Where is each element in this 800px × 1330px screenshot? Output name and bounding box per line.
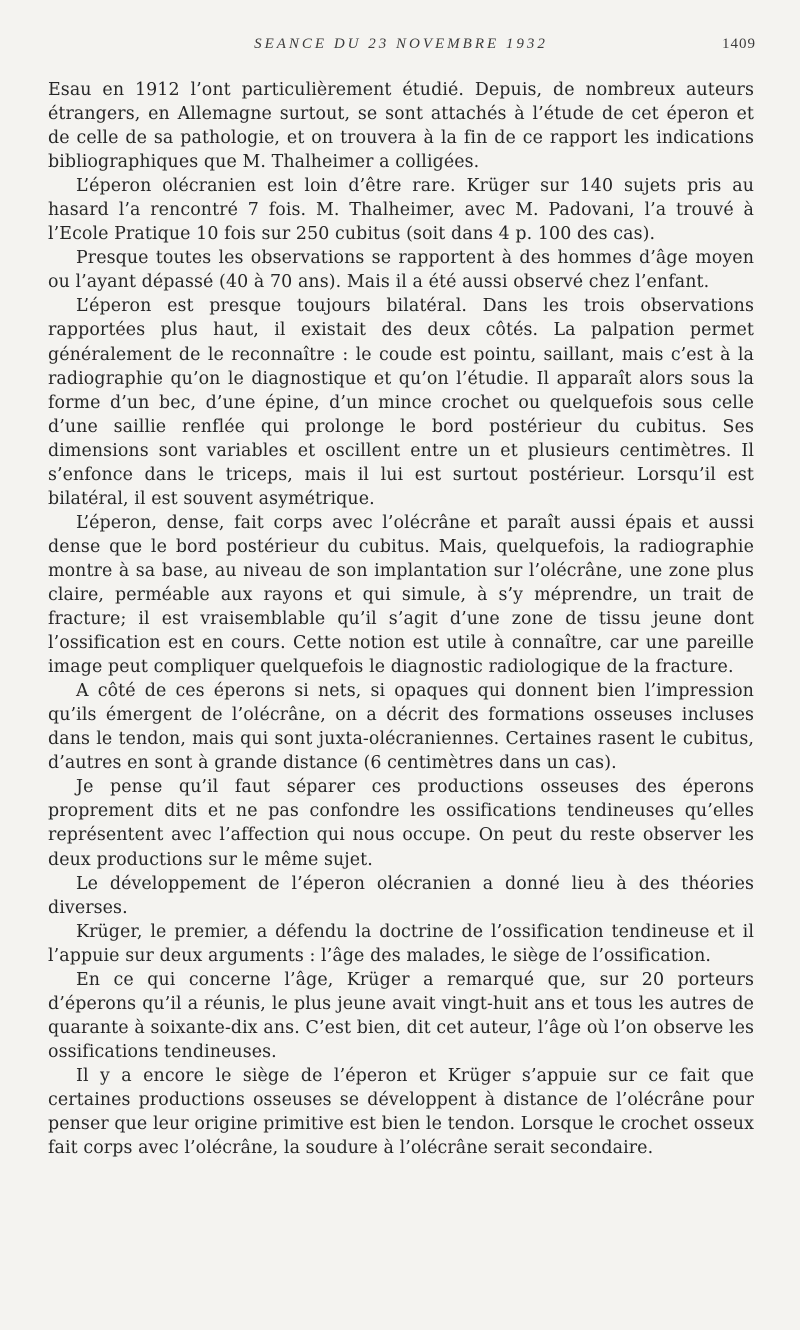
paragraph-2: L’éperon olécranien est loin d’être rare. Krüger sur 140 sujets pris au hasard l’a rencontré 7 fois. M. Thalheimer, avec M. Padovani, l’a trouvé à l’Ecole Pratique 10 fois sur 250 cubitus (soit dans 4 p. 100 des cas). xyxy=(48,176,754,245)
paragraph-5: L’éperon, dense, fait corps avec l’olécrâne et paraît aussi épais et aussi dense que le bord postérieur du cubitus. Mais, quelquefois, la radiographie montre à sa base, au niveau de son implantation sur l’olécrâne, une zone plus claire, perméable aux rayons et qui simule, à s’y méprendre, un trait de fracture; il est vraisemblable qu’il s’agit d’une zone de tissu jeune dont l’ossification est en cours. Cette notion est utile à connaître, car une pareille image peut compliquer quelquefois le diagnostic radiologique de la fracture. xyxy=(48,512,754,678)
paragraph-3: Presque toutes les observations se rapportent à des hommes d’âge moyen ou l’ayant dépassé (40 à 70 ans). Mais il a été aussi observé chez l’enfant. xyxy=(48,248,754,293)
paragraph-6: A côté de ces éperons si nets, si opaques qui donnent bien l’impression qu’ils émergent de l’olécrâne, on a décrit des formations osseuses incluses dans le tendon, mais qui sont juxta-olécraniennes. Certaines rasent le cubitus, d’autres en sont à grande distance (6 centimètres dans un cas). xyxy=(48,681,754,774)
paragraph-9: Krüger, le premier, a défendu la doctrine de l’ossification tendineuse et il l’appuie sur deux arguments : l’âge des malades, le siège de l’ossification. xyxy=(48,921,754,966)
page-number: 1409 xyxy=(722,36,756,52)
body-text xyxy=(48,78,754,1160)
paragraph-1: Esau en 1912 l’ont particulièrement étudié. Depuis, de nombreux auteurs étrangers, en Allemagne surtout, se sont attachés à l’étude de cet éperon et de celle de sa pathologie, et on trouvera à la fin de ce rapport les indications bibliographiques que M. Thalheimer a colligées. xyxy=(48,80,754,173)
paragraph-10: En ce qui concerne l’âge, Krüger a remarqué que, sur 20 porteurs d’éperons qu’il a réunis, le plus jeune avait vingt-huit ans et tous les autres de quarante à soixante-dix ans. C’est bien, dit cet auteur, l’âge où l’on observe les ossifications tendineuses. xyxy=(48,969,754,1062)
paragraph-11: Il y a encore le siège de l’éperon et Krüger s’appuie sur ce fait que certaines productions osseuses se développent à distance de l’olécrâne pour penser que leur origine primitive est bien le tendon. Lorsque le crochet osseux fait corps avec l’olécrâne, la soudure à l’olécrâne serait secondaire. xyxy=(48,1065,754,1159)
paragraph-4: L’éperon est presque toujours bilatéral. Dans les trois observations rapportées plus haut, il existait des deux côtés. La palpation permet généralement de le reconnaître : le coude est pointu, saillant, mais c’est à la radiographie qu’on le diagnostique et qu’on l’étudie. Il apparaît alors sous la forme d’un bec, d’une épine, d’un mince crochet ou quelquefois sous celle d’une saillie renflée qui prolonge le bord postérieur du cubitus. Ses dimensions sont variables et oscillent entre un et plusieurs centimètres. Il s’enfonce dans le triceps, mais il lui est surtout postérieur. Lorsqu’il est bilatéral, il est souvent asymétrique. xyxy=(48,296,754,509)
running-header xyxy=(48,36,754,60)
paragraph-8: Le développement de l’éperon olécranien a donné lieu à des théories diverses. xyxy=(48,873,754,918)
header-title: SEANCE DU 23 NOVEMBRE 1932 xyxy=(254,36,548,52)
paragraph-7: Je pense qu’il faut séparer ces productions osseuses des éperons proprement dits et ne pas confondre les ossifications tendineuses qu’elles représentent avec l’affection qui nous occupe. On peut du reste observer les deux productions sur le même sujet. xyxy=(48,777,754,870)
